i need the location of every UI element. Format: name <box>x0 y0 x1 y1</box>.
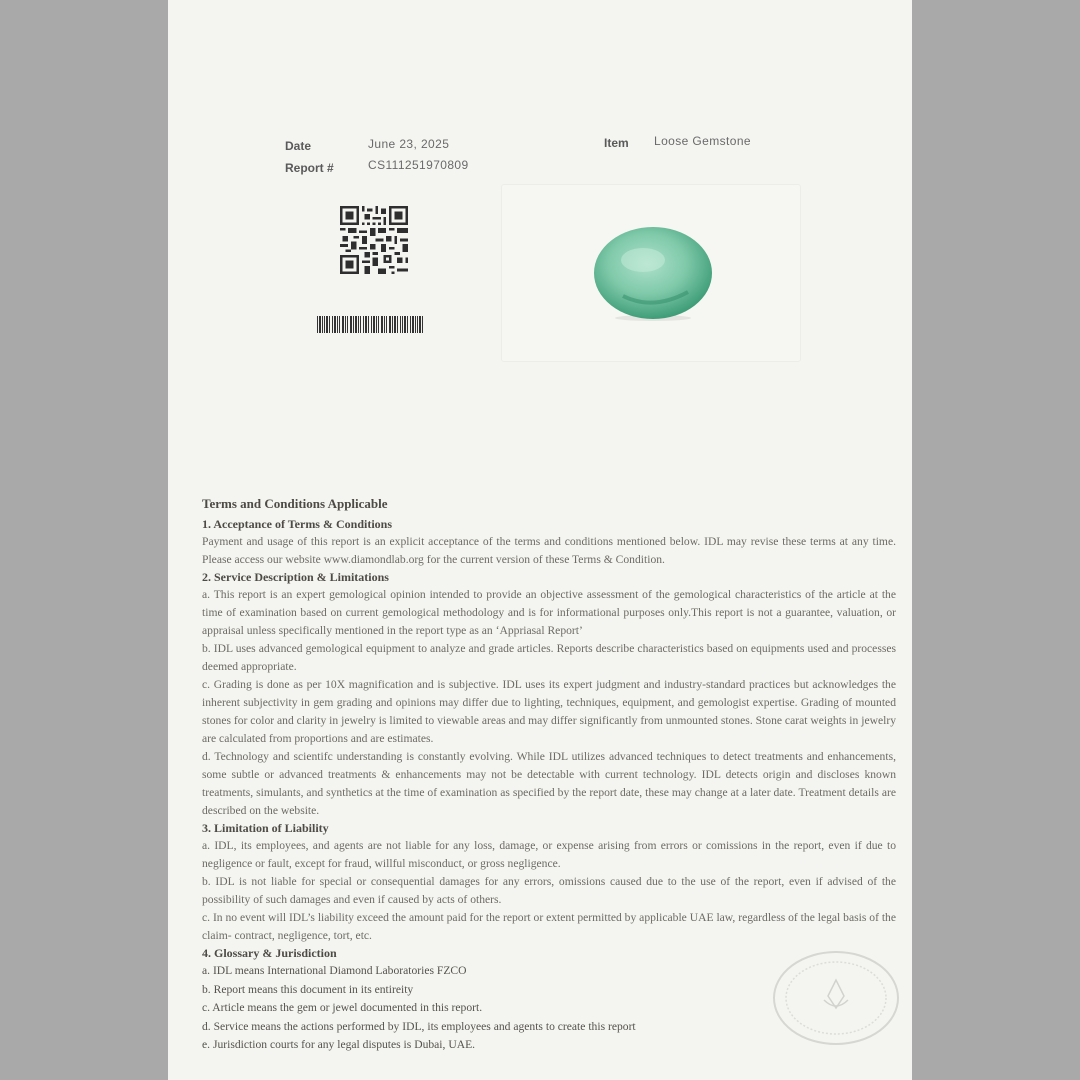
date-value: June 23, 2025 <box>368 137 450 151</box>
report-number-label: Report # <box>285 161 334 175</box>
glossary-item: c. Article means the gem or jewel documented in this report. <box>202 1001 483 1014</box>
section-1-heading: 1. Acceptance of Terms & Conditions <box>202 517 392 531</box>
barcode-icon <box>317 316 423 333</box>
seal-watermark-icon <box>772 950 900 1046</box>
report-number-value: CS111251970809 <box>368 158 469 172</box>
glossary-item: b. Report means this document in its entireity <box>202 982 414 996</box>
item-label: Item <box>604 136 629 150</box>
section-2-a: a. This report is an expert gemological opinion intended to provide an objective assessment of the gemological characteristics of the article at the time of examination based on current gemological methodology and is for informational purposes only.This report is not a guarantee, valuation, or appraisal unless specifically mentioned in the report type as an ‘Appriasal Report’ <box>202 588 896 637</box>
date-label: Date <box>285 139 312 153</box>
gemstone-icon <box>593 226 713 322</box>
section-1-text: Payment and usage of this report is an explicit acceptance of the terms and conditions mentioned below. IDL may revise these terms at any time. Please access our website www.diamondlab.org for the current version of these Terms & Condition. <box>202 535 896 566</box>
terms-title: Terms and Conditions Applicable <box>202 496 388 511</box>
item-value: Loose Gemstone <box>654 134 751 148</box>
section-2-heading: 2. Service Description & Limitations <box>202 570 389 584</box>
gemstone-photo <box>501 184 801 362</box>
section-2-d: d. Technology and scientifc understanding is constantly evolving. While IDL utilizes advanced techniques to detect treatments and enhancements, some subtle or advanced treatments & enhancements may not be detectable with current technology. IDL detects origin and discloses known treatments, simulants, and synthetics at the time of examination as specified by the report date, these may change at a later date. Treatment details are described on the website. <box>202 750 896 817</box>
section-4-heading: 4. Glossary & Jurisdiction <box>202 946 337 960</box>
glossary-item: d. Service means the actions performed by IDL, its employees and agents to create this report <box>202 1019 636 1033</box>
qr-code-icon[interactable] <box>338 206 410 274</box>
section-3-a: a. IDL, its employees, and agents are not liable for any loss, damage, or expense arising from errors or comissions in the report, even if due to negligence or fault, except for fraud, willful misconduct, or gross negligence. <box>202 839 896 870</box>
glossary-item: e. Jurisdiction courts for any legal disputes is Dubai, UAE. <box>202 1038 476 1051</box>
section-3-b: b. IDL is not liable for special or consequential damages for any errors, omissions caused due to the use of the report, even if advised of the possibility of such damages and even if caused by acts of others. <box>202 875 896 906</box>
glossary-item: a. IDL means International Diamond Laboratories FZCO <box>202 964 467 977</box>
section-3-c: c. In no event will IDL’s liability exceed the amount paid for the report or extent permitted by applicable UAE law, regardless of the legal basis of the claim- contract, negligence, tort, etc. <box>202 911 896 942</box>
section-2-b: b. IDL uses advanced gemological equipment to analyze and grade articles. Reports describe characteristics based on equipments used and processes deemed appropriate. <box>202 642 896 673</box>
report-paper <box>168 0 912 1080</box>
section-2-c: c. Grading is done as per 10X magnification and is subjective. IDL uses its expert judgment and industry-standard practices but acknowledges the inherent subjectivity in gem grading and opinions may differ due to lighting, techniques, equipment, and gemologist expertise. Grading of mounted stones for color and clarity in jewelry is limited to viewable areas and may differ significantly from unmounted stones. Stone carat weights in jewelry are calculated from proportions and are estimates. <box>202 678 896 745</box>
section-3-heading: 3. Limitation of Liability <box>202 821 329 835</box>
